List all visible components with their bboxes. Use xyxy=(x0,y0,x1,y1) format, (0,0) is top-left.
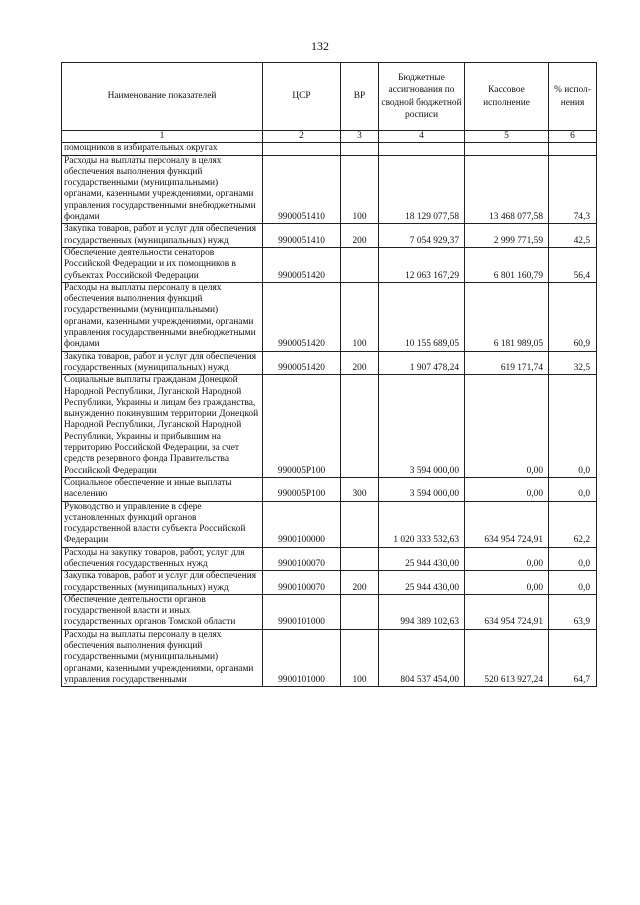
csr-code: 990005P100 xyxy=(263,477,341,501)
table-row xyxy=(62,155,597,224)
indicator-name: Расходы на выплаты персоналу в целях обеспечения выполнения функций государственными (муниципальными) органами, казенными учреждениями, органами управления государственными внебюджетными фондами xyxy=(62,282,263,351)
indicator-name: Руководство и управление в сфере установленных функций органов государственной власти субъекта Российской Федерации xyxy=(62,501,263,547)
budget-amount: 3 594 000,00 xyxy=(379,477,465,501)
column-number: 2 xyxy=(263,131,341,143)
execution-percent: 63,9 xyxy=(549,594,597,629)
vr-code xyxy=(341,143,379,155)
vr-code xyxy=(341,594,379,629)
cash-amount: 0,00 xyxy=(465,547,549,571)
cash-amount: 0,00 xyxy=(465,375,549,478)
csr-code: 9900051420 xyxy=(263,351,341,375)
execution-percent: 62,2 xyxy=(549,501,597,547)
execution-percent: 64,7 xyxy=(549,629,597,686)
indicator-name: Обеспечение деятельности сенаторов Российской Федерации и их помощников в субъектах Российской Федерации xyxy=(62,247,263,282)
vr-code xyxy=(341,547,379,571)
budget-amount: 25 944 430,00 xyxy=(379,571,465,595)
execution-percent: 0,0 xyxy=(549,547,597,571)
vr-code: 100 xyxy=(341,155,379,224)
table-row xyxy=(62,224,597,248)
table-row xyxy=(62,282,597,351)
vr-code: 200 xyxy=(341,224,379,248)
vr-code: 200 xyxy=(341,571,379,595)
csr-code: 9900051420 xyxy=(263,282,341,351)
csr-code: 9900101000 xyxy=(263,629,341,686)
column-number: 5 xyxy=(465,131,549,143)
indicator-name: Расходы на выплаты персоналу в целях обеспечения выполнения функций государственными (муниципальными) органами, казенными учреждениями, органами управления государственными внебюджетными фондами xyxy=(62,155,263,224)
indicator-name: Расходы на выплаты персоналу в целях обеспечения выполнения функций государственными (муниципальными) органами, казенными учреждениями, органами управления государственными xyxy=(62,629,263,686)
csr-code: 9900101000 xyxy=(263,594,341,629)
table-row xyxy=(62,247,597,282)
budget-amount: 804 537 454,00 xyxy=(379,629,465,686)
table-row xyxy=(62,351,597,375)
cash-amount: 520 613 927,24 xyxy=(465,629,549,686)
budget-amount: 7 054 929,37 xyxy=(379,224,465,248)
column-numbers-row xyxy=(62,131,597,143)
column-number: 6 xyxy=(549,131,597,143)
budget-amount: 25 944 430,00 xyxy=(379,547,465,571)
cash-amount: 6 181 989,05 xyxy=(465,282,549,351)
budget-amount: 1 020 333 532,63 xyxy=(379,501,465,547)
csr-code xyxy=(263,143,341,155)
header-csr: ЦСР xyxy=(263,63,341,131)
table-row xyxy=(62,629,597,686)
indicator-name: помощников в избирательных округах xyxy=(62,143,263,155)
csr-code: 9900100070 xyxy=(263,571,341,595)
cash-amount: 634 954 724,91 xyxy=(465,501,549,547)
vr-code: 300 xyxy=(341,477,379,501)
vr-code xyxy=(341,501,379,547)
cash-amount: 13 468 077,58 xyxy=(465,155,549,224)
csr-code: 9900100000 xyxy=(263,501,341,547)
indicator-name: Социальные выплаты гражданам Донецкой Народной Республики, Луганской Народной Республики, Украины и лицам без гражданства, вынужденно покинувшим территории Донецкой Народной Республики, Луганской Народной Республики, Украины и прибывшим на территорию Российской Федерации, за счет средств резервного фонда Правительства Российской Федерации xyxy=(62,375,263,478)
budget-amount: 12 063 167,29 xyxy=(379,247,465,282)
vr-code: 100 xyxy=(341,282,379,351)
indicator-name: Обеспечение деятельности органов государственной власти и иных государственных органов Томской области xyxy=(62,594,263,629)
table-row xyxy=(62,375,597,478)
budget-amount: 18 129 077,58 xyxy=(379,155,465,224)
csr-code: 9900051420 xyxy=(263,247,341,282)
table-row xyxy=(62,547,597,571)
header-budget-allocations: Бюджетные ассигнования по сводной бюджетной росписи xyxy=(379,63,465,131)
page-number: 132 xyxy=(311,39,329,53)
cash-amount: 6 801 160,79 xyxy=(465,247,549,282)
budget-amount xyxy=(379,143,465,155)
table-body xyxy=(62,143,597,687)
header-vr: ВР xyxy=(341,63,379,131)
csr-code: 9900100070 xyxy=(263,547,341,571)
table-header-row xyxy=(62,63,597,131)
cash-amount: 2 999 771,59 xyxy=(465,224,549,248)
execution-percent: 60,9 xyxy=(549,282,597,351)
cash-amount xyxy=(465,143,549,155)
indicator-name: Закупка товаров, работ и услуг для обеспечения государственных (муниципальных) нужд xyxy=(62,571,263,595)
header-cash-execution: Кассовое исполнение xyxy=(465,63,549,131)
budget-amount: 1 907 478,24 xyxy=(379,351,465,375)
cash-amount: 619 171,74 xyxy=(465,351,549,375)
header-execution-percent: % испол-нения xyxy=(549,63,597,131)
execution-percent xyxy=(549,143,597,155)
table-row xyxy=(62,143,597,155)
indicator-name: Социальное обеспечение и иные выплаты населению xyxy=(62,477,263,501)
indicator-name: Расходы на закупку товаров, работ, услуг для обеспечения государственных нужд xyxy=(62,547,263,571)
cash-amount: 0,00 xyxy=(465,477,549,501)
csr-code: 990005P100 xyxy=(263,375,341,478)
vr-code xyxy=(341,375,379,478)
header-indicator-name: Наименование показателей xyxy=(62,63,263,131)
column-number: 1 xyxy=(62,131,263,143)
vr-code: 100 xyxy=(341,629,379,686)
table-row xyxy=(62,501,597,547)
csr-code: 9900051410 xyxy=(263,224,341,248)
execution-percent: 42,5 xyxy=(549,224,597,248)
cash-amount: 634 954 724,91 xyxy=(465,594,549,629)
csr-code: 9900051410 xyxy=(263,155,341,224)
indicator-name: Закупка товаров, работ и услуг для обеспечения государственных (муниципальных) нужд xyxy=(62,351,263,375)
execution-percent: 56,4 xyxy=(549,247,597,282)
budget-amount: 3 594 000,00 xyxy=(379,375,465,478)
execution-percent: 32,5 xyxy=(549,351,597,375)
execution-percent: 0,0 xyxy=(549,477,597,501)
execution-percent: 74,3 xyxy=(549,155,597,224)
indicator-name: Закупка товаров, работ и услуг для обеспечения государственных (муниципальных) нужд xyxy=(62,224,263,248)
vr-code xyxy=(341,247,379,282)
table-row xyxy=(62,571,597,595)
execution-percent: 0,0 xyxy=(549,375,597,478)
table-row xyxy=(62,477,597,501)
cash-amount: 0,00 xyxy=(465,571,549,595)
vr-code: 200 xyxy=(341,351,379,375)
column-number: 3 xyxy=(341,131,379,143)
budget-amount: 10 155 689,05 xyxy=(379,282,465,351)
column-number: 4 xyxy=(379,131,465,143)
execution-percent: 0,0 xyxy=(549,571,597,595)
budget-execution-table xyxy=(61,62,597,687)
table-row xyxy=(62,594,597,629)
budget-amount: 994 389 102,63 xyxy=(379,594,465,629)
